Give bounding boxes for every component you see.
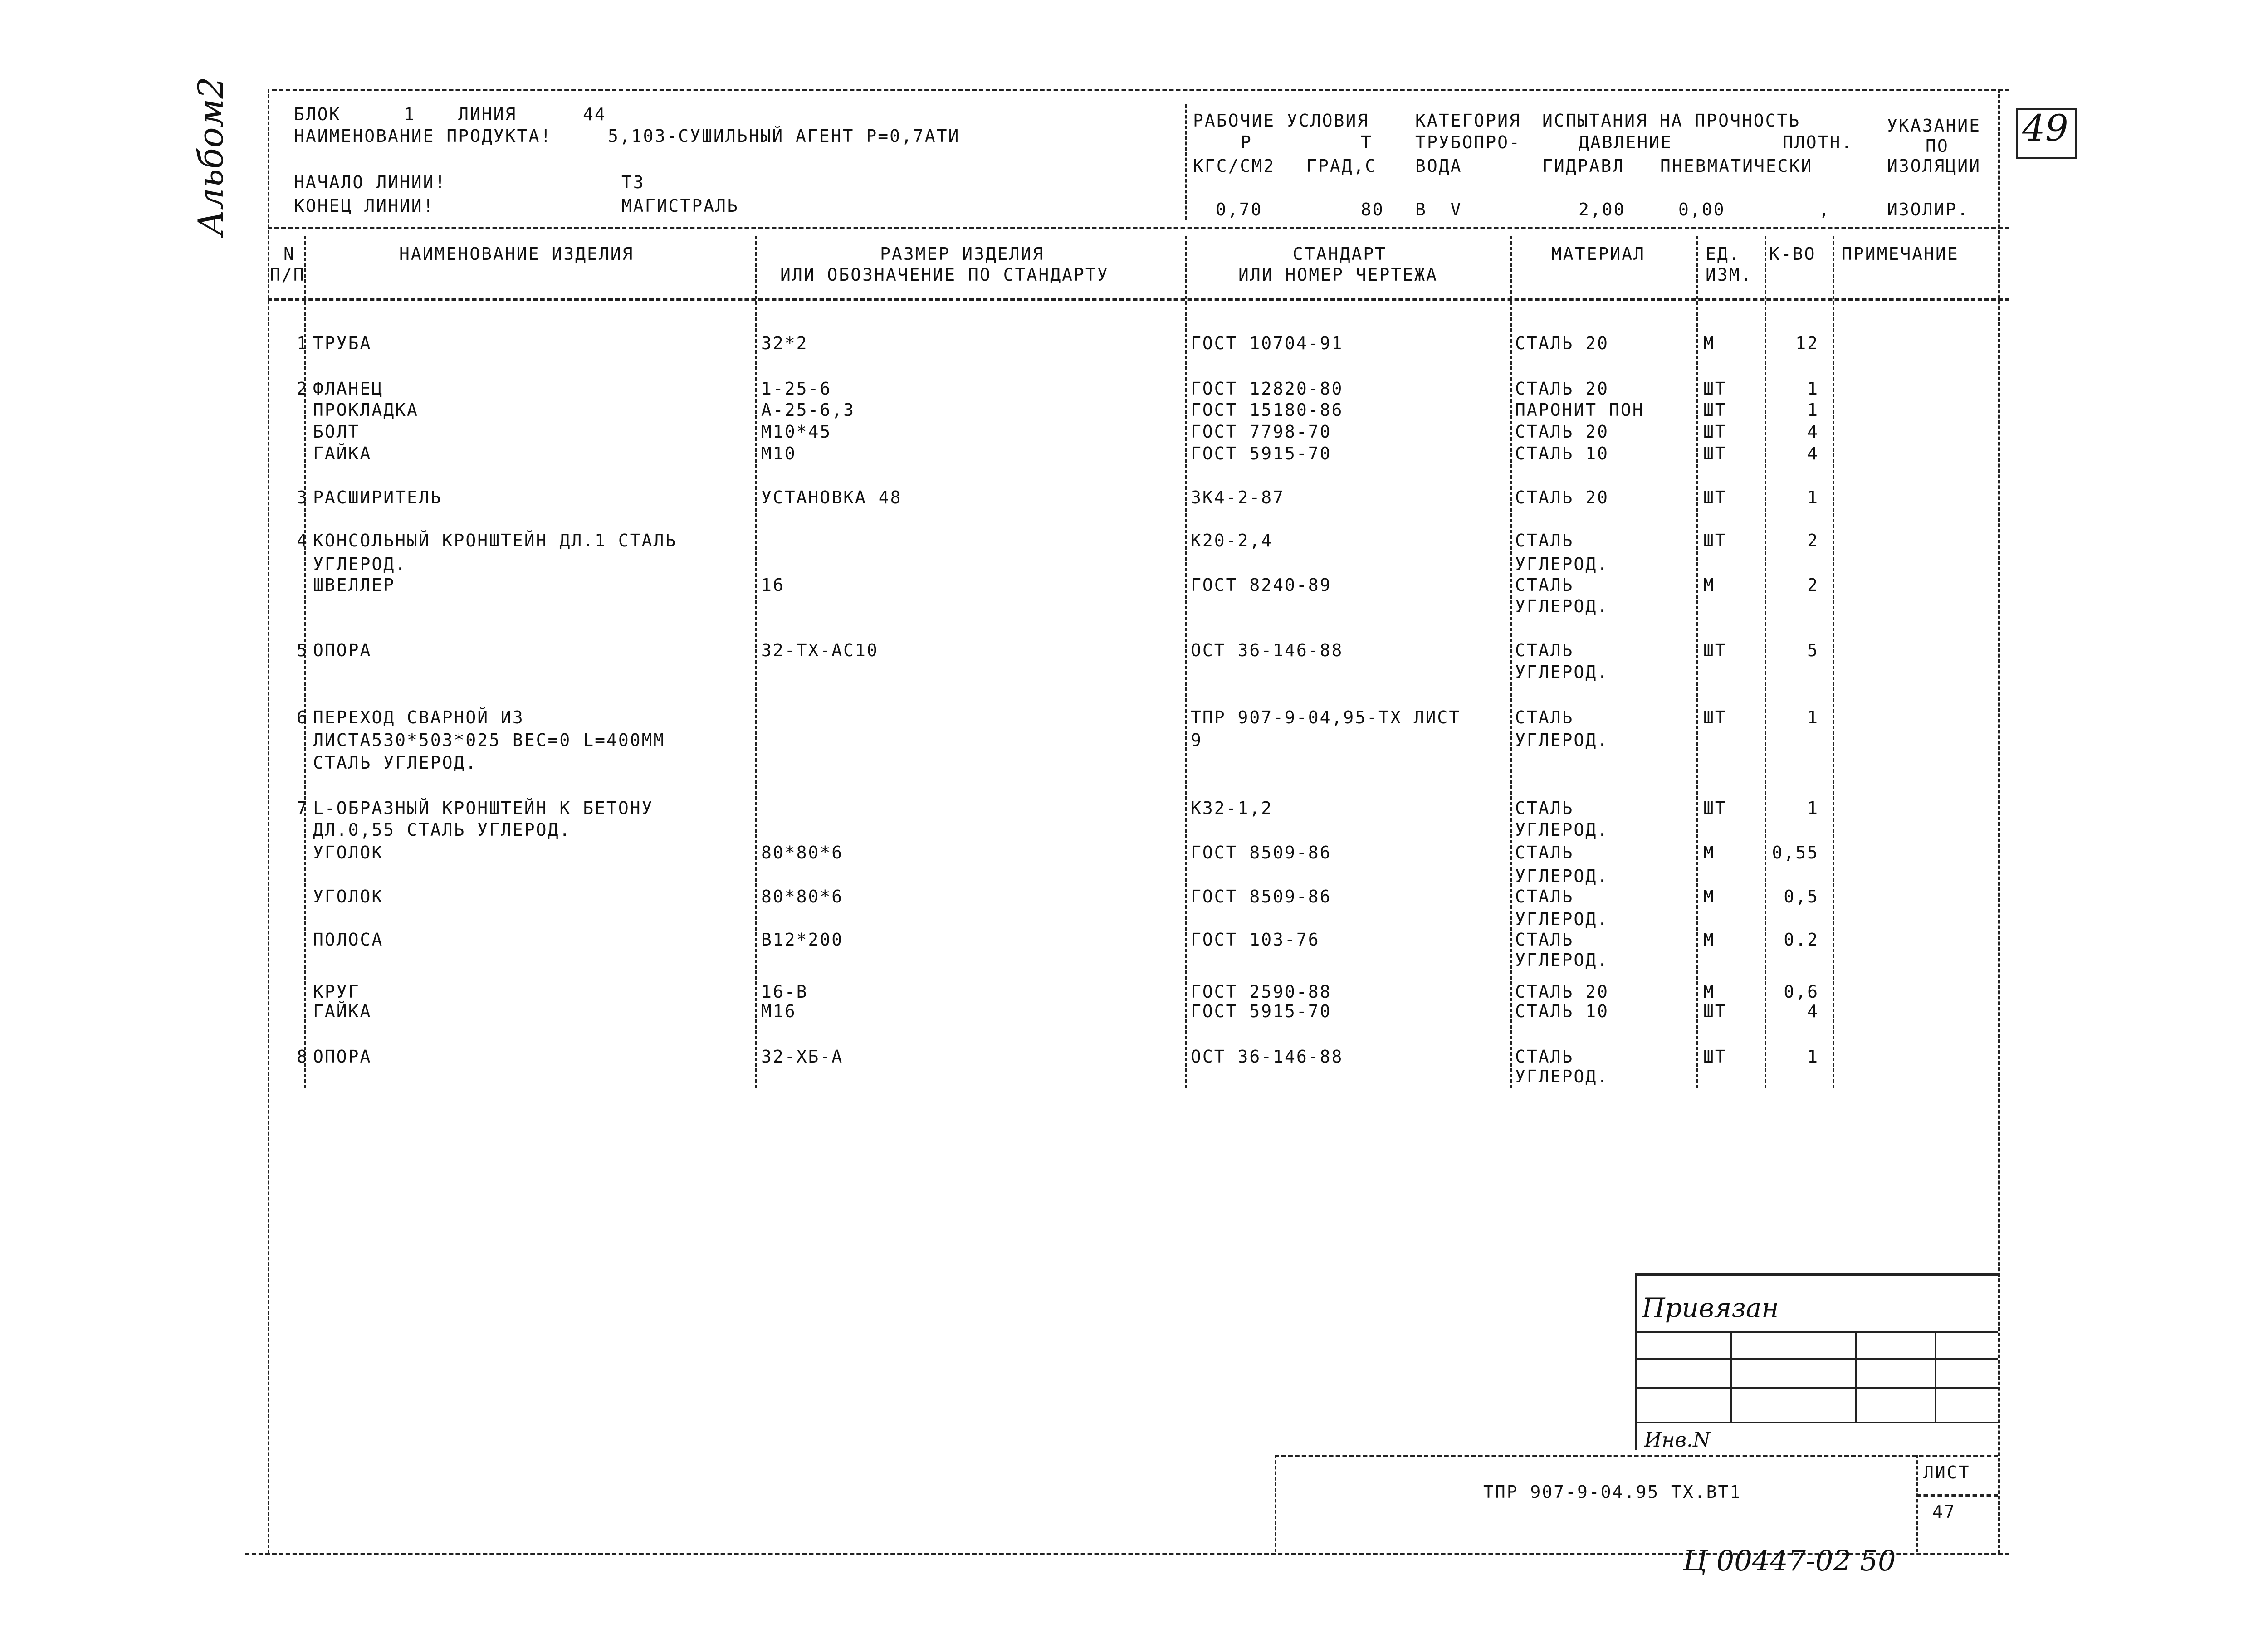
stamp-top-line xyxy=(1635,1273,1998,1276)
cell-unit: М xyxy=(1703,982,1715,1002)
cell-std: ГОСТ 8509-86 xyxy=(1191,887,1332,907)
category-title-1: КАТЕГОРИЯ xyxy=(1415,111,1521,131)
header-bottom-line xyxy=(268,227,2009,229)
cell-size: УСТАНОВКА 48 xyxy=(761,487,902,507)
cell-n: 1 xyxy=(297,333,308,353)
test-pneumatic-label: ПНЕВМАТИЧЕСКИ xyxy=(1660,156,1813,176)
cell-unit: ШТ xyxy=(1703,1001,1727,1021)
cell-mat: СТАЛЬ 20 xyxy=(1515,487,1609,507)
cell-mat: УГЛЕРОД. xyxy=(1515,730,1609,750)
col-material: МАТЕРИАЛ xyxy=(1551,244,1646,264)
cell-mat: СТАЛЬ 20 xyxy=(1515,422,1609,442)
stamp-grid-line-4 xyxy=(1635,1422,1998,1424)
frame-left-line xyxy=(268,89,269,1554)
cell-size: М10*45 xyxy=(761,422,832,442)
stamp-grid-line-1 xyxy=(1635,1331,1998,1333)
cell-n: 2 xyxy=(297,379,308,399)
cell-mat: УГЛЕРОД. xyxy=(1515,950,1609,970)
col-size-1: РАЗМЕР ИЗДЕЛИЯ xyxy=(880,244,1045,264)
stamp-inventory-label: Инв.N xyxy=(1644,1428,1711,1452)
cell-size: 32-ТХ-АС10 xyxy=(761,640,879,660)
cell-n: 8 xyxy=(297,1047,308,1067)
col-div-note xyxy=(1833,236,1834,1088)
frame-top-line xyxy=(272,89,2009,91)
block-value: 1 xyxy=(404,104,415,124)
cell-unit: М xyxy=(1703,887,1715,907)
cell-size: 16 xyxy=(761,575,785,595)
cell-unit: М xyxy=(1703,333,1715,353)
cell-qty: 4 xyxy=(1807,444,1819,463)
sheet-corner-number: 49 xyxy=(2022,107,2068,149)
cell-mat: СТАЛЬ 20 xyxy=(1515,379,1609,399)
cell-std: 9 xyxy=(1191,730,1202,750)
cell-name: УГЛЕРОД. xyxy=(313,554,407,574)
cell-unit: ШТ xyxy=(1703,707,1727,727)
cell-std: ГОСТ 8509-86 xyxy=(1191,843,1332,863)
block-label: БЛОК xyxy=(294,104,341,124)
title-block-sheet-line xyxy=(1916,1494,1998,1497)
title-block-left-line xyxy=(1275,1455,1276,1552)
category-value: В V xyxy=(1415,200,1462,219)
insulation-title-1: УКАЗАНИЕ xyxy=(1887,116,1981,136)
cell-std: ГОСТ 2590-88 xyxy=(1191,982,1332,1002)
cell-qty: 5 xyxy=(1807,640,1819,660)
cell-name: ШВЕЛЛЕР xyxy=(313,575,396,595)
col-div-qty xyxy=(1765,236,1766,1088)
cell-n: 6 xyxy=(297,707,308,727)
document-code: ТПР 907-9-04.95 ТХ.ВТ1 xyxy=(1483,1482,1742,1502)
cell-unit: М xyxy=(1703,843,1715,863)
stamp-left-line xyxy=(1635,1273,1637,1450)
cell-n: 5 xyxy=(297,640,308,660)
cell-mat: УГЛЕРОД. xyxy=(1515,820,1609,840)
cell-std: ОСТ 36-146-88 xyxy=(1191,640,1344,660)
stamp-attached-label: Привязан xyxy=(1642,1292,1779,1323)
cell-unit: ШТ xyxy=(1703,798,1727,818)
col-div-size xyxy=(755,236,757,1088)
col-div-std xyxy=(1185,236,1187,1088)
cell-mat: УГЛЕРОД. xyxy=(1515,662,1609,682)
cell-mat: СТАЛЬ 10 xyxy=(1515,1001,1609,1021)
product-label: НАИМЕНОВАНИЕ ПРОДУКТА! xyxy=(294,126,552,146)
cell-std: К32-1,2 xyxy=(1191,798,1273,818)
col-num-1: N xyxy=(284,244,295,264)
cell-mat: СТАЛЬ xyxy=(1515,843,1574,863)
col-name: НАИМЕНОВАНИЕ ИЗДЕЛИЯ xyxy=(399,244,634,264)
cell-name: ПРОКЛАДКА xyxy=(313,400,419,420)
cell-qty: 0.2 xyxy=(1784,930,1819,950)
title-block-top-line xyxy=(1275,1455,1998,1457)
col-size-2: ИЛИ ОБОЗНАЧЕНИЕ ПО СТАНДАРТУ xyxy=(780,265,1109,285)
work-conditions-title: РАБОЧИЕ УСЛОВИЯ xyxy=(1193,111,1369,131)
cell-size: В12*200 xyxy=(761,930,844,950)
cell-qty: 1 xyxy=(1807,400,1819,420)
cell-qty: 2 xyxy=(1807,531,1819,551)
cell-size: 16-В xyxy=(761,982,808,1002)
cell-unit: М xyxy=(1703,575,1715,595)
cell-unit: ШТ xyxy=(1703,422,1727,442)
album-margin-note: Альбом2 xyxy=(191,77,231,236)
cell-unit: ШТ xyxy=(1703,444,1727,463)
col-qty: К-ВО xyxy=(1769,244,1816,264)
line-end-label: КОНЕЦ ЛИНИИ! xyxy=(294,196,435,216)
cell-name: ТРУБА xyxy=(313,333,372,353)
cell-size: А-25-6,3 xyxy=(761,400,855,420)
cell-qty: 4 xyxy=(1807,1001,1819,1021)
col-div-mat xyxy=(1510,236,1512,1088)
p-value: 0,70 xyxy=(1216,200,1263,219)
work-p-label: Р xyxy=(1241,132,1252,152)
cell-name: СТАЛЬ УГЛЕРОД. xyxy=(313,753,478,773)
cell-mat: СТАЛЬ xyxy=(1515,707,1574,727)
test-hydraulic-label: ГИДРАВЛ xyxy=(1542,156,1625,176)
cell-std: К20-2,4 xyxy=(1191,531,1273,551)
product-value: 5,103-СУШИЛЬНЫЙ АГЕНТ Р=0,7АТИ xyxy=(608,126,960,146)
cell-unit: ШТ xyxy=(1703,640,1727,660)
cell-unit: ШТ xyxy=(1703,1047,1727,1067)
cell-name: ПОЛОСА xyxy=(313,930,384,950)
cell-name: КОНСОЛЬНЫЙ КРОНШТЕЙН ДЛ.1 СТАЛЬ xyxy=(313,531,677,551)
line-value: 44 xyxy=(583,104,606,124)
column-header-bottom-line xyxy=(268,298,2009,301)
stamp-col-line-1 xyxy=(1730,1331,1732,1422)
cell-unit: ШТ xyxy=(1703,531,1727,551)
cell-unit: ШТ xyxy=(1703,379,1727,399)
cell-qty: 1 xyxy=(1807,798,1819,818)
cell-name: ГАЙКА xyxy=(313,1001,372,1021)
cell-size: 80*80*6 xyxy=(761,843,844,863)
cell-qty: 0,5 xyxy=(1784,887,1819,907)
col-unit-2: ИЗМ. xyxy=(1706,265,1753,285)
work-p-unit: КГС/СМ2 xyxy=(1193,156,1276,176)
cell-mat: СТАЛЬ xyxy=(1515,575,1574,595)
cell-mat: ПАРОНИТ ПОН xyxy=(1515,400,1644,420)
hydraulic-value: 2,00 xyxy=(1579,200,1626,219)
cell-qty: 0,6 xyxy=(1784,982,1819,1002)
col-unit-1: ЕД. xyxy=(1706,244,1741,264)
cell-std: ГОСТ 10704-91 xyxy=(1191,333,1344,353)
cell-std: ГОСТ 8240-89 xyxy=(1191,575,1332,595)
cell-size: 32-ХБ-А xyxy=(761,1047,844,1067)
insulation-value: ИЗОЛИР. xyxy=(1887,200,1970,219)
cell-std: ТПР 907-9-04,95-ТХ ЛИСТ xyxy=(1191,707,1461,727)
cell-name: ОПОРА xyxy=(313,1047,372,1067)
cell-mat: УГЛЕРОД. xyxy=(1515,909,1609,929)
cell-name: ОПОРА xyxy=(313,640,372,660)
cell-std: ГОСТ 15180-86 xyxy=(1191,400,1344,420)
col-num-2: П/П xyxy=(270,265,305,285)
cell-qty: 12 xyxy=(1795,333,1819,353)
col-std-2: ИЛИ НОМЕР ЧЕРТЕЖА xyxy=(1238,265,1438,285)
cell-mat: СТАЛЬ xyxy=(1515,798,1574,818)
cell-std: ГОСТ 12820-80 xyxy=(1191,379,1344,399)
cell-name: КРУГ xyxy=(313,982,360,1002)
cell-unit: ШТ xyxy=(1703,400,1727,420)
cell-mat: СТАЛЬ xyxy=(1515,531,1574,551)
cell-mat: СТАЛЬ xyxy=(1515,887,1574,907)
cell-name: ДЛ.0,55 СТАЛЬ УГЛЕРОД. xyxy=(313,820,572,840)
cell-n: 7 xyxy=(297,798,308,818)
cell-mat: СТАЛЬ 20 xyxy=(1515,982,1609,1002)
strength-test-title: ИСПЫТАНИЯ НА ПРОЧНОСТЬ xyxy=(1542,111,1801,131)
line-end-value: МАГИСТРАЛЬ xyxy=(621,196,739,216)
cell-name: ФЛАНЕЦ xyxy=(313,379,384,399)
stamp-grid-line-2 xyxy=(1635,1358,1998,1360)
work-t-unit: ГРАД,С xyxy=(1306,156,1377,176)
sheet-label: ЛИСТ xyxy=(1923,1462,1970,1482)
cell-name: РАСШИРИТЕЛЬ xyxy=(313,487,442,507)
density-value: , xyxy=(1819,200,1831,219)
stamp-col-line-2 xyxy=(1855,1331,1857,1422)
sheet-number: 47 xyxy=(1932,1502,1956,1522)
cell-name: БОЛТ xyxy=(313,422,360,442)
line-label: ЛИНИЯ xyxy=(458,104,517,124)
cell-name: ГАЙКА xyxy=(313,444,372,463)
category-title-3: ВОДА xyxy=(1415,156,1462,176)
cell-size: 80*80*6 xyxy=(761,887,844,907)
cell-n: 3 xyxy=(297,487,308,507)
cell-size: 1-25-6 xyxy=(761,379,832,399)
cell-mat: УГЛЕРОД. xyxy=(1515,554,1609,574)
cell-name: УГОЛОК xyxy=(313,843,384,863)
test-density-label: ПЛОТН. xyxy=(1783,132,1853,152)
cell-qty: 1 xyxy=(1807,1047,1819,1067)
cell-mat: УГЛЕРОД. xyxy=(1515,866,1609,886)
line-start-value: Т3 xyxy=(621,172,645,192)
t-value: 80 xyxy=(1361,200,1384,219)
stamp-grid-line-3 xyxy=(1635,1387,1998,1389)
cell-std: ГОСТ 5915-70 xyxy=(1191,444,1332,463)
cell-name: L-ОБРАЗНЫЙ КРОНШТЕЙН К БЕТОНУ xyxy=(313,798,654,818)
cell-qty: 0,55 xyxy=(1772,843,1819,863)
test-pressure-label: ДАВЛЕНИЕ xyxy=(1579,132,1673,152)
cell-name: ЛИСТА530*503*025 ВЕС=0 L=400ММ xyxy=(313,730,665,750)
cell-size: 32*2 xyxy=(761,333,808,353)
col-div-name xyxy=(304,236,306,1088)
cell-name: УГОЛОК xyxy=(313,887,384,907)
cell-std: ГОСТ 103-76 xyxy=(1191,930,1320,950)
cell-qty: 4 xyxy=(1807,422,1819,442)
cell-size: М10 xyxy=(761,444,797,463)
archive-number-handwritten: Ц 00447-02 50 xyxy=(1683,1544,1896,1577)
cell-unit: ШТ xyxy=(1703,487,1727,507)
cell-qty: 1 xyxy=(1807,379,1819,399)
col-std-1: СТАНДАРТ xyxy=(1293,244,1387,264)
cell-std: ГОСТ 7798-70 xyxy=(1191,422,1332,442)
cell-mat: УГЛЕРОД. xyxy=(1515,1067,1609,1087)
cell-std: ОСТ 36-146-88 xyxy=(1191,1047,1344,1067)
cell-mat: СТАЛЬ 10 xyxy=(1515,444,1609,463)
cell-size: М16 xyxy=(761,1001,797,1021)
frame-right-line xyxy=(1998,89,2000,1554)
title-block-sheet-divider xyxy=(1916,1455,1918,1552)
cell-qty: 1 xyxy=(1807,707,1819,727)
cell-n: 4 xyxy=(297,531,308,551)
cell-std: 3К4-2-87 xyxy=(1191,487,1285,507)
category-title-2: ТРУБОПРО- xyxy=(1415,132,1521,152)
col-note: ПРИМЕЧАНИЕ xyxy=(1842,244,1959,264)
header-divider xyxy=(1185,104,1187,220)
cell-std: ГОСТ 5915-70 xyxy=(1191,1001,1332,1021)
stamp-col-line-3 xyxy=(1935,1331,1936,1422)
line-start-label: НАЧАЛО ЛИНИИ! xyxy=(294,172,447,192)
cell-mat: СТАЛЬ xyxy=(1515,1047,1574,1067)
insulation-title-2: ПО xyxy=(1926,136,1949,156)
pneumatic-value: 0,00 xyxy=(1678,200,1725,219)
col-div-unit xyxy=(1696,236,1698,1088)
insulation-title-3: ИЗОЛЯЦИИ xyxy=(1887,156,1981,176)
cell-qty: 1 xyxy=(1807,487,1819,507)
cell-mat: СТАЛЬ xyxy=(1515,930,1574,950)
work-t-label: Т xyxy=(1361,132,1373,152)
cell-unit: М xyxy=(1703,930,1715,950)
cell-name: ПЕРЕХОД СВАРНОЙ ИЗ xyxy=(313,707,524,727)
cell-mat: СТАЛЬ xyxy=(1515,640,1574,660)
cell-mat: УГЛЕРОД. xyxy=(1515,596,1609,616)
cell-qty: 2 xyxy=(1807,575,1819,595)
cell-mat: СТАЛЬ 20 xyxy=(1515,333,1609,353)
